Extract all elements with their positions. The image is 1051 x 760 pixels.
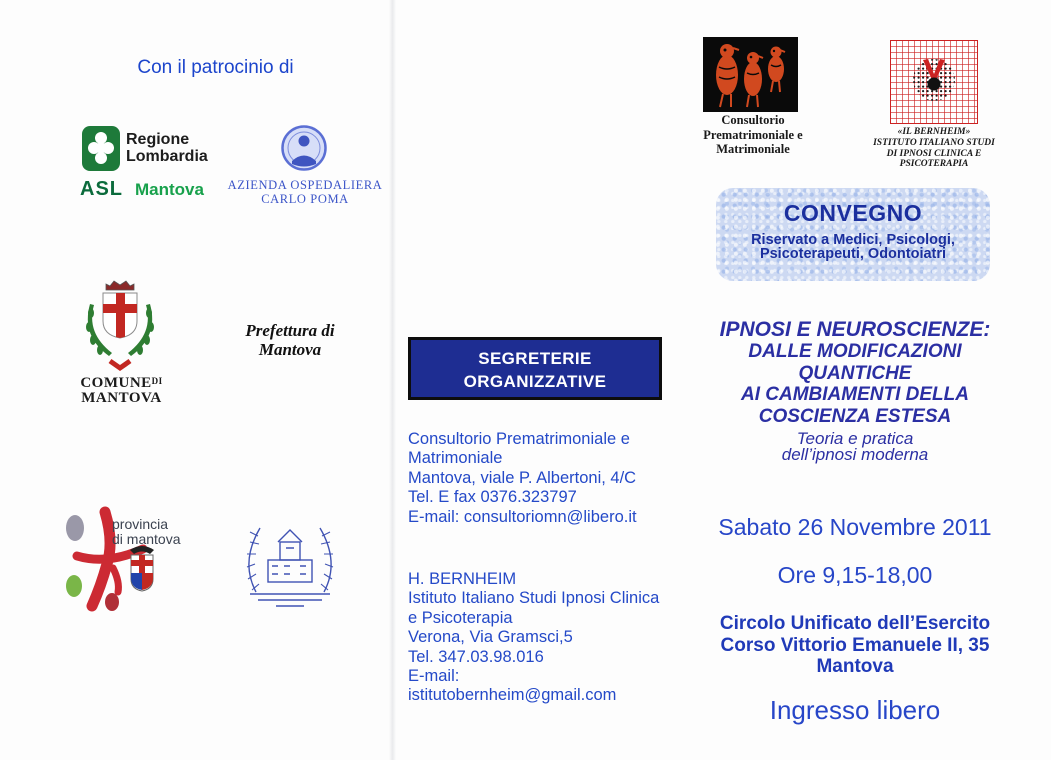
event-time: Ore 9,15-18,00	[777, 562, 933, 588]
regione-lombardia-logo	[82, 126, 120, 171]
bernheim-address: H. BERNHEIM Istituto Italiano Studi Ipnosi Clinica e Psicoterapia Verona, Via Gramsci,5 Tel. 347.03.98.016 E-mail: istitutobernheim@gmail.com	[408, 570, 660, 705]
convegno-title: CONVEGNO	[783, 200, 923, 226]
consultorio-birds-logo	[703, 37, 798, 112]
three-birds-icon	[703, 37, 798, 112]
event-title: IPNOSI E NEUROSCIENZE: DALLE MODIFICAZIONI QUANTICHE AI CAMBIAMENTI DELLA COSCIENZA ESTESA Teoria e pratica dell’ipnosi moderna	[719, 318, 991, 464]
bernheim-logo-label: «IL BERNHEIM» ISTITUTO ITALIANO STUDI DI IPNOSI CLINICA E PSICOTERAPIA	[873, 127, 995, 170]
rosa-camuna-icon	[82, 126, 120, 171]
azienda-ospedaliera-logo	[281, 125, 327, 176]
fold-crease	[389, 0, 396, 760]
admission-note: Ingresso libero	[769, 695, 941, 725]
comune-mantova-crest	[80, 277, 160, 380]
convegno-restriction: Riservato a Medici, Psicologi, Psicoterapeuti, Odontoiatri	[751, 232, 955, 262]
azienda-ospedaliera-label: AZIENDA OSPEDALIERA CARLO POMA	[227, 178, 383, 206]
carlo-poma-medallion-icon	[281, 125, 327, 171]
event-venue: Circolo Unificato dell’Esercito Corso Vittorio Emanuele II, 35 Mantova	[719, 613, 991, 677]
regione-lombardia-label: Regione Lombardia	[126, 131, 208, 165]
hypnosis-funnel-icon	[890, 40, 978, 124]
asl-mantova-label: ASL Mantova	[80, 178, 204, 200]
consultorio-address: Consultorio Prematrimoniale e Matrimoniale Mantova, viale P. Albertoni, 4/C Tel. E fax 0376.323797 E-mail: consultoriomn@libero.it	[408, 430, 637, 526]
building-stamp-logo	[236, 512, 344, 615]
provincia-mantova-label: provincia di mantova	[112, 516, 181, 547]
mantova-coat-of-arms-icon	[80, 277, 160, 375]
event-date: Sabato 26 Novembre 2011	[718, 514, 992, 540]
convegno-banner	[716, 188, 990, 281]
comune-mantova-label: $COMUNE^{DI}$ MANTOVA	[80, 375, 163, 406]
consultorio-logo-label: Consultorio Prematrimoniale e Matrimoniale	[703, 113, 803, 156]
patronage-heading: Con il patrocinio di	[137, 57, 294, 78]
bernheim-grid-logo	[890, 40, 978, 129]
prefettura-mantova-label: Prefettura di Mantova	[245, 321, 335, 359]
segreterie-box: SEGRETERIE ORGANIZZATIVE	[408, 337, 662, 400]
villa-laurel-stamp-icon	[236, 512, 344, 610]
